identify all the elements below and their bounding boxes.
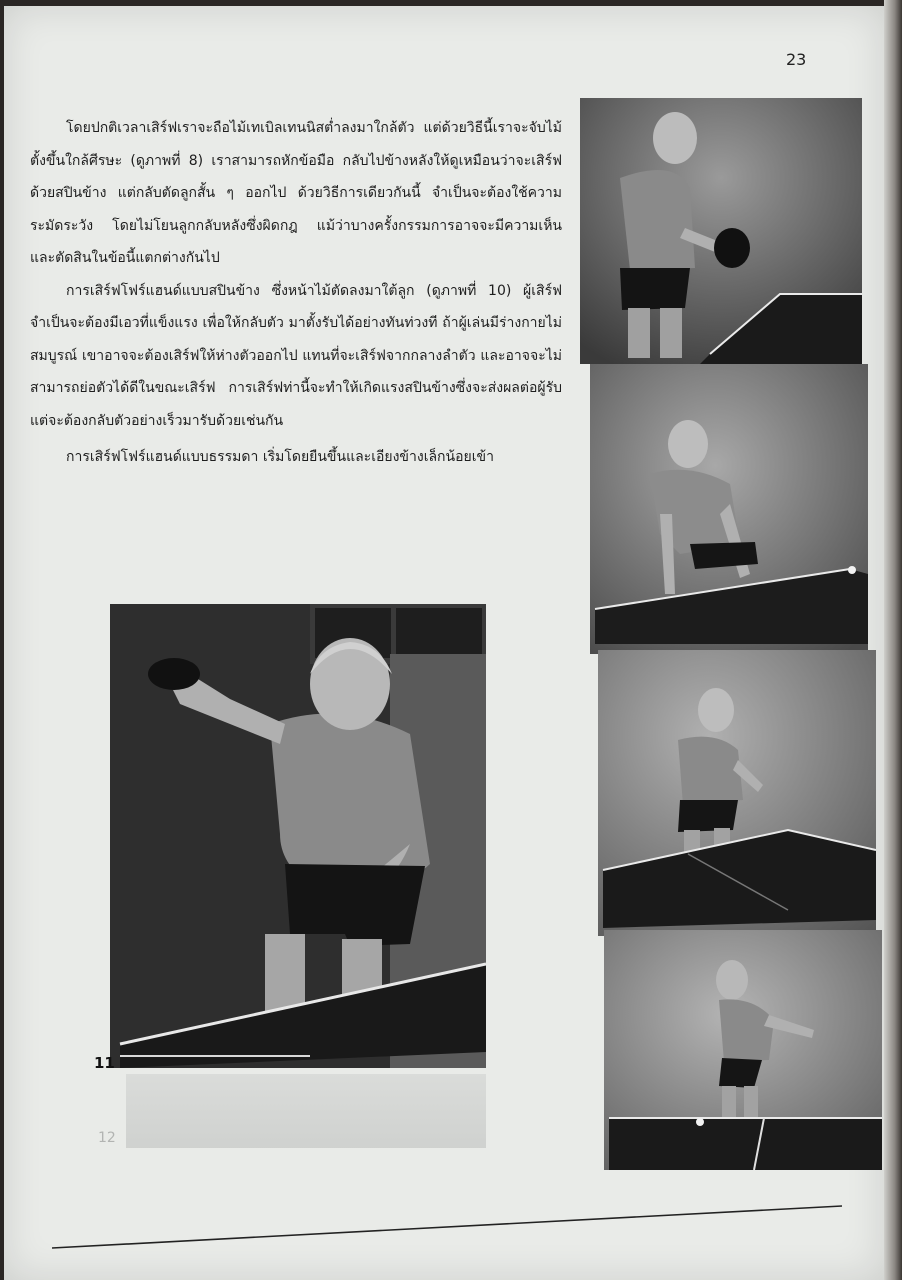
photo-sequence-3 bbox=[598, 650, 876, 936]
photo-sequence-1 bbox=[580, 98, 862, 364]
photo-sequence-4 bbox=[604, 930, 882, 1170]
paragraph-1: โดยปกติเวลาเสิร์ฟเราจะถือไม้เทเบิลเทนนิสต่ำลงมาใกล้ตัว แต่ด้วยวิธีนี้เราจะจับไม้ตั้งขึ้นใกล้ศีรษะ (ดูภาพที่ 8) เราสามารถหักข้อมือ กลับไปข้างหลังให้ดูเหมือนว่าจะเสิร์ฟด้วยสปินข้าง แต่กลับตัดลูกสั้น ๆ ออกไป ด้วยวิธีการเดียวกันนี้ จำเป็นจะต้องใช้ความระมัดระวัง โดยไม่โยนลูกกลับหลังซึ่งผิดกฎ แม้ว่าบางครั้งกรรมการอาจจะมีความเห็น และตัดสินในข้อนี้แตกต่างกันไป bbox=[30, 120, 562, 266]
photo-player-serving-large bbox=[110, 604, 486, 1068]
bottom-rule bbox=[52, 1200, 842, 1256]
paragraph-2: การเสิร์ฟโฟร์แฮนด์แบบสปินข้าง ซึ่งหน้าไม้ตัดลงมาใต้ลูก (ดูภาพที่ 10) ผู้เสิร์ฟจำเป็นจะต้องมีเอวที่แข็งแรง เพื่อให้กลับตัว มาตั้งรับได้อย่างทันท่วงที ถ้าผู้เล่นมีร่างกายไม่สมบูรณ์ เขาอาจจะต้องเสิร์ฟให้ห่างตัวออกไป แทนที่จะเสิร์ฟจากกลางลำตัว และอาจจะไม่สามารถย่อตัวได้ดีในขณะเสิร์ฟ การเสิร์ฟท่านี้จะทำให้เกิดแรงสปินข้างซึ่งจะส่งผลต่อผู้รับ แต่จะต้องกลับตัวอย่างเร็วมารับด้วยเช่นกัน bbox=[30, 282, 562, 429]
page-number: 23 bbox=[786, 50, 807, 69]
photo-sequence-2 bbox=[590, 364, 868, 654]
body-text bbox=[30, 112, 562, 474]
figure-caption-12-ghost: 12 bbox=[98, 1130, 116, 1146]
page-edge bbox=[884, 0, 902, 1280]
bleed-through-strip bbox=[126, 1074, 486, 1148]
paragraph-3: การเสิร์ฟโฟร์แฮนด์แบบธรรมดา เริ่มโดยยืนขึ้นและเอียงข้างเล็กน้อยเข้า bbox=[66, 449, 494, 465]
figure-caption-11: 11 bbox=[94, 1054, 115, 1072]
